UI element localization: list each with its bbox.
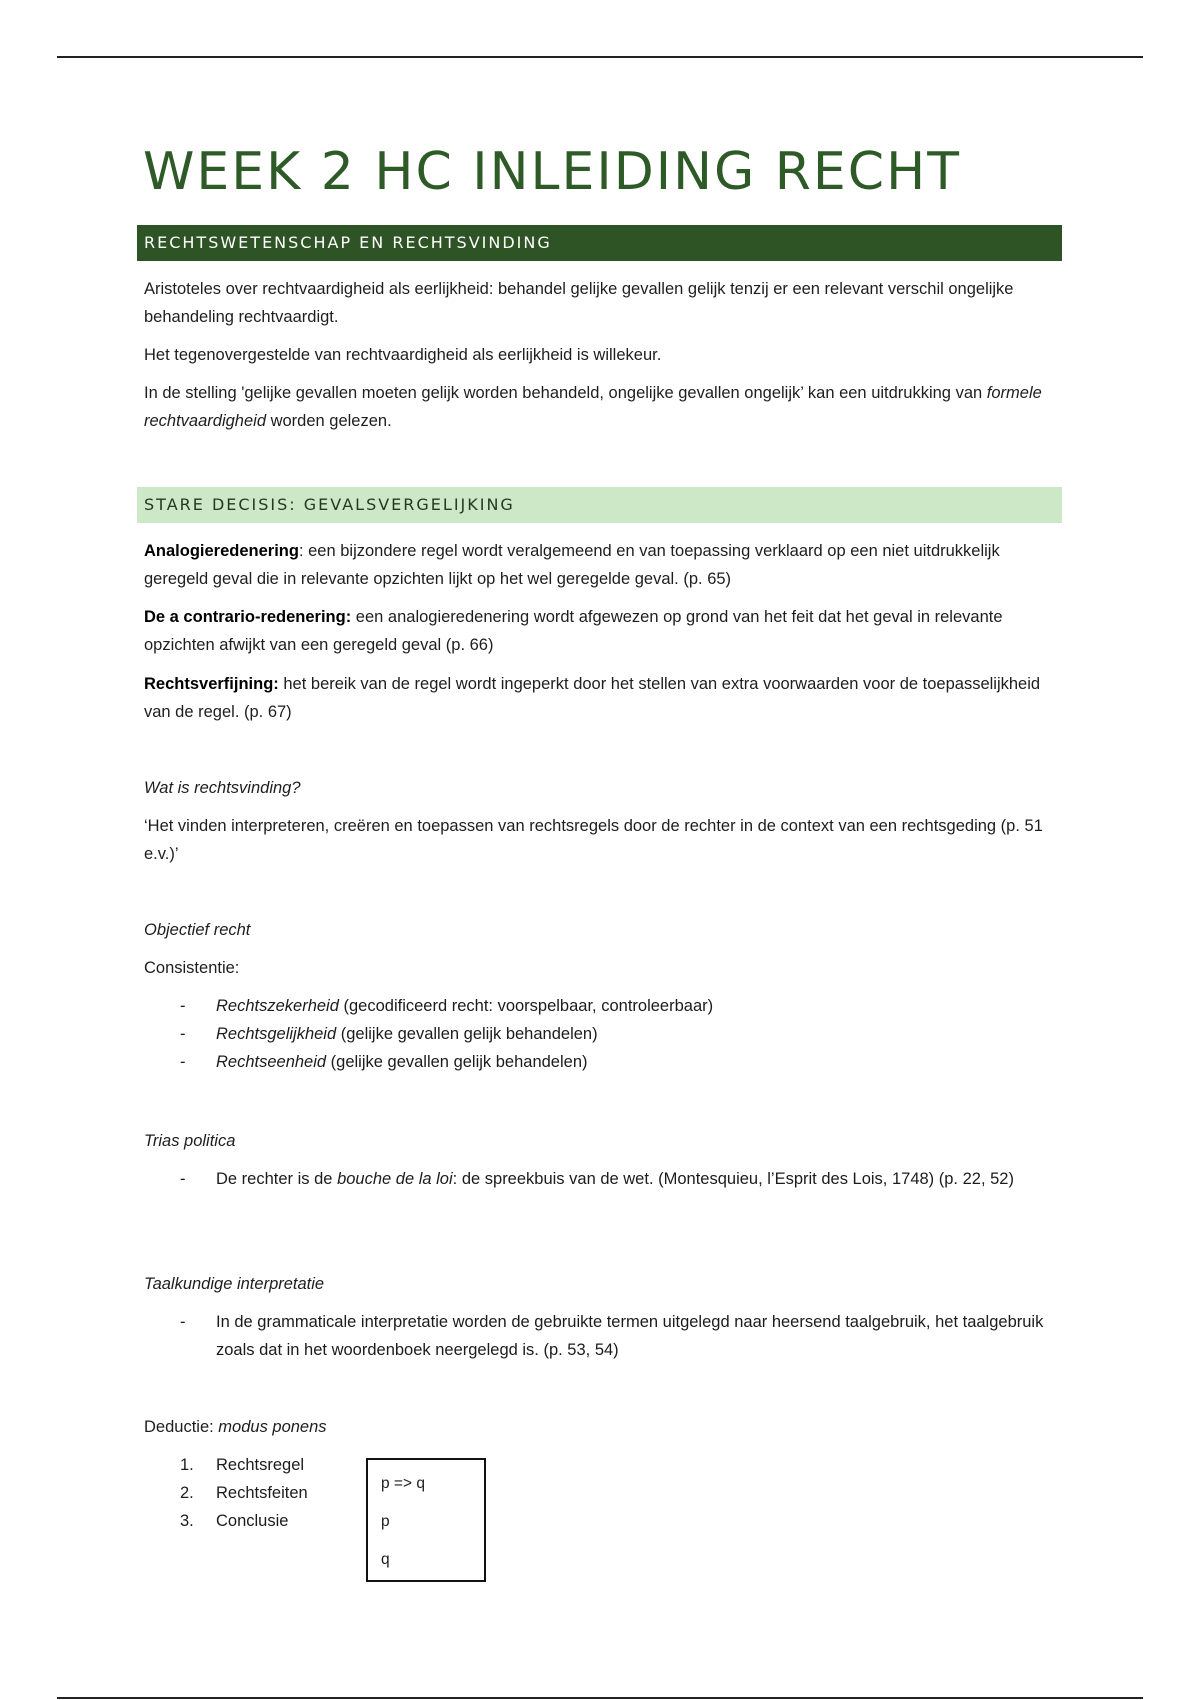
list-item: - In de grammaticale interpretatie worden de gebruikte termen uitgelegd naar heersend taalgebruik, het taalgebruik zoals dat in het woordenboek neergelegd is. (p. 53, 54) — [180, 1313, 1044, 1359]
list-item: - Rechtszekerheid (gecodificeerd recht: voorspelbaar, controleerbaar) — [180, 997, 714, 1015]
paragraph-aristoteles: Aristoteles over rechtvaardigheid als eerlijkheid: behandel gelijke gevallen gelijk tenzij er een relevant verschil ongelijke behandeling rechtvaardigt. — [144, 280, 1014, 326]
section-heading-stare-decisis: STARE DECISIS: GEVALSVERGELIJKING — [137, 487, 1062, 523]
heading-deductie: Deductie: modus ponens — [144, 1418, 327, 1436]
page-title: WEEK 2 HC INLEIDING RECHT — [143, 142, 961, 202]
heading-objectief-recht: Objectief recht — [144, 921, 251, 939]
section-heading-rechtswetenschap: RECHTSWETENSCHAP EN RECHTSVINDING — [137, 225, 1062, 261]
heading-taalkundige-interpretatie: Taalkundige interpretatie — [144, 1275, 325, 1293]
modus-ponens-box — [366, 1458, 486, 1582]
definition-a-contrario: De a contrario-redenering: een analogieredenering wordt afgewezen op grond van het feit dat het geval in relevante opzichten afwijkt van een geregeld geval (p. 66) — [144, 608, 1003, 654]
numbered-item: 3. Conclusie — [180, 1512, 289, 1530]
paragraph-willekeur: Het tegenovergestelde van rechtvaardigheid als eerlijkheid is willekeur. — [144, 346, 662, 364]
list-item: - Rechtseenheid (gelijke gevallen gelijk behandelen) — [180, 1053, 588, 1071]
label-consistentie: Consistentie: — [144, 959, 240, 977]
numbered-item: 2. Rechtsfeiten — [180, 1484, 308, 1502]
definition-rechtsverfijning: Rechtsverfijning: het bereik van de regel wordt ingeperkt door het stellen van extra voorwaarden voor de toepasselijkheid van de regel. (p. 67) — [144, 675, 1041, 721]
numbered-item: 1. Rechtsregel — [180, 1456, 305, 1474]
box-line-conclusion: q — [381, 1551, 390, 1568]
heading-rechtsvinding: Wat is rechtsvinding? — [144, 779, 301, 797]
paragraph-formele-rechtvaardigheid: In de stelling 'gelijke gevallen moeten gelijk worden behandeld, ongelijke gevallen ongelijk’ kan een uitdrukking van formele rechtvaardigheid worden gelezen. — [144, 384, 1042, 430]
quote-rechtsvinding: ‘Het vinden interpreteren, creëren en toepassen van rechtsregels door de rechter in de context van een rechtsgeding (p. 51 e.v.)’ — [144, 817, 1043, 863]
bottom-rule — [57, 1697, 1143, 1699]
heading-trias-politica: Trias politica — [144, 1132, 236, 1150]
box-line-premise: p => q — [381, 1475, 425, 1492]
top-rule — [57, 56, 1143, 58]
definition-analogieredenering: Analogieredenering: een bijzondere regel wordt veralgemeend en van toepassing verklaard op een niet uitdrukkelijk geregeld geval die in relevante opzichten lijkt op het wel geregelde geval. (p. 65) — [144, 542, 1000, 588]
list-item: - Rechtsgelijkheid (gelijke gevallen gelijk behandelen) — [180, 1025, 598, 1043]
box-line-fact: p — [381, 1513, 390, 1530]
list-item: - De rechter is de bouche de la loi: de spreekbuis van de wet. (Montesquieu, l’Esprit des Lois, 1748) (p. 22, 52) — [180, 1170, 1014, 1188]
